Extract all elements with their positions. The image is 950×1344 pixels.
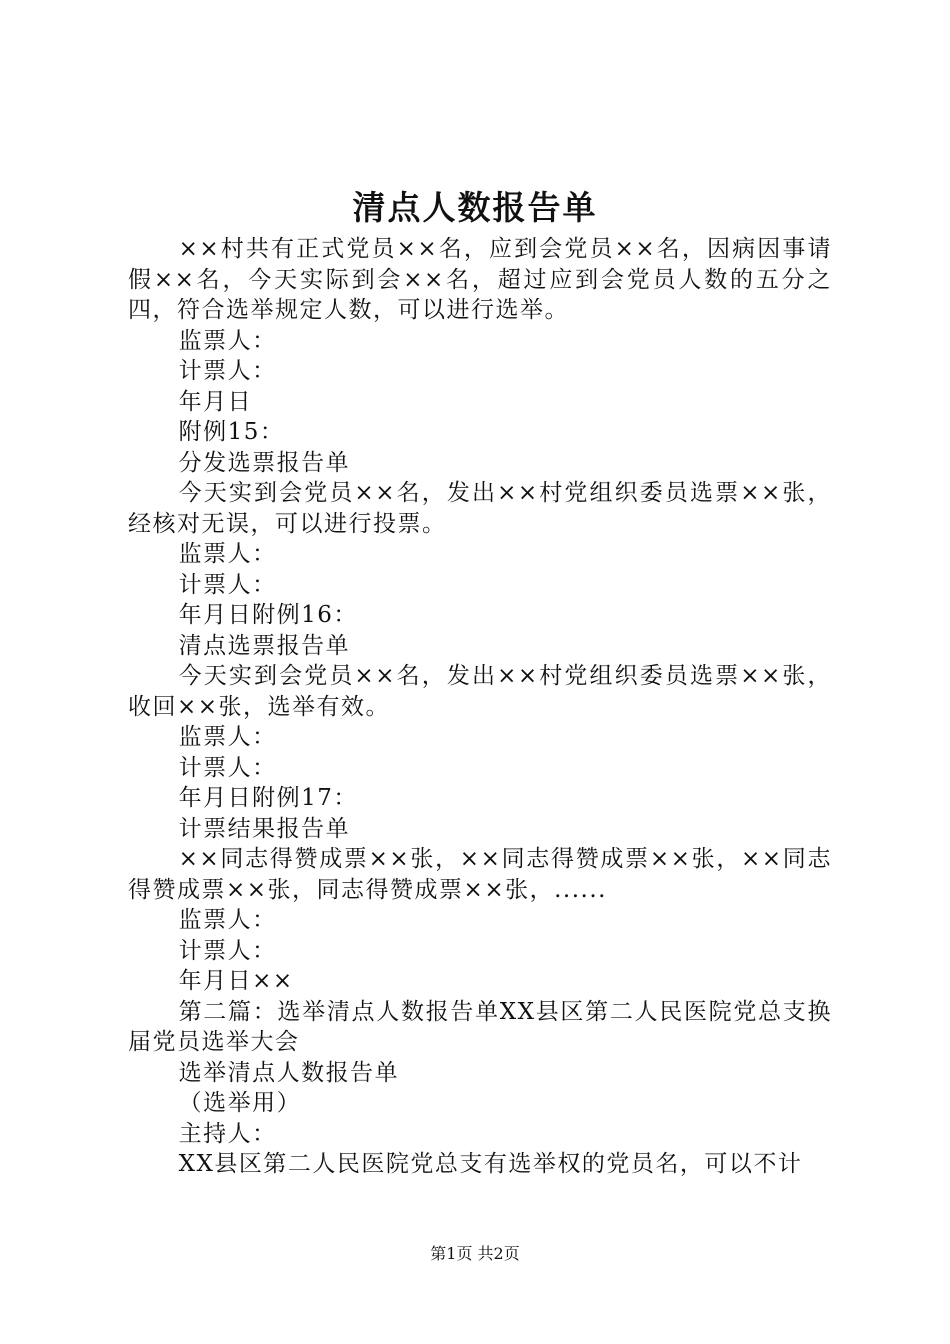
paragraph: 年月日附例17： xyxy=(178,785,358,811)
paragraph: 附例15： xyxy=(178,419,285,445)
paragraph: 计票人： xyxy=(178,358,277,384)
paragraph: 年月日 xyxy=(178,388,253,415)
paragraph: ××村共有正式党员××名，应到会党员××名，因病因事请假××名，今天实际到会××名，超过应到会党员人数的五分之四，符合选举规定人数，可以进行选举。 xyxy=(128,236,832,323)
document-title: 清点人数报告单 xyxy=(352,188,598,227)
paragraph: 今天实到会党员××名，发出××村党组织委员选票××张，收回××张，选举有效。 xyxy=(128,663,832,720)
paragraph: 第二篇：选举清点人数报告单XX县区第二人民医院党总支换届党员选举大会 xyxy=(128,998,832,1055)
paragraph: 清点选票报告单 xyxy=(178,632,351,659)
paragraph: 计票人： xyxy=(178,754,277,781)
paragraph: 年月日附例16： xyxy=(178,602,358,628)
document-body xyxy=(128,234,832,1180)
paragraph: 年月日×× xyxy=(178,968,294,994)
paragraph: 计票人： xyxy=(178,571,277,598)
paragraph: （选举用） xyxy=(178,1090,302,1116)
paragraph: 监票人： xyxy=(178,541,277,567)
paragraph: 计票人： xyxy=(178,937,277,964)
paragraph: XX县区第二人民医院党总支有选举权的党员名，可以不计 xyxy=(178,1151,803,1177)
paragraph: 今天实到会党员××名，发出××村党组织委员选票××张，经核对无误，可以进行投票。 xyxy=(128,480,832,537)
paragraph: 计票结果报告单 xyxy=(178,815,351,842)
paragraph: 分发选票报告单 xyxy=(178,449,351,476)
page-number-footer: 第1页 共2页 xyxy=(430,1244,520,1263)
paragraph: ××同志得赞成票××张，××同志得赞成票××张，××同志得赞成票××张，同志得赞成票××张，...... xyxy=(128,846,832,903)
paragraph: 监票人： xyxy=(178,724,277,750)
paragraph: 主持人： xyxy=(178,1120,277,1147)
paragraph: 选举清点人数报告单 xyxy=(178,1059,400,1086)
paragraph: 监票人： xyxy=(178,907,277,933)
paragraph: 监票人： xyxy=(178,327,277,354)
